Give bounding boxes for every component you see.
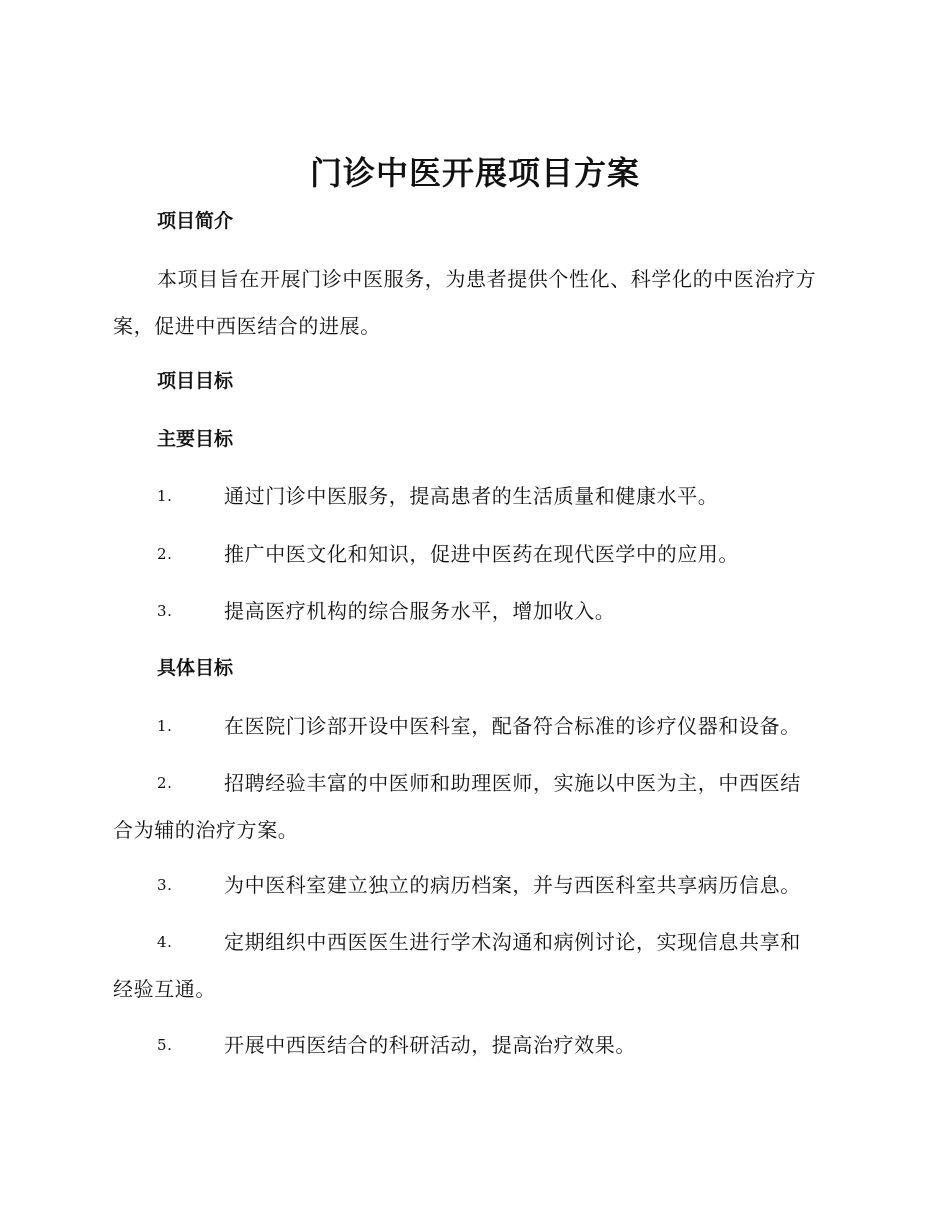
list-number: 3.	[157, 602, 173, 620]
list-number: 5.	[157, 1036, 173, 1054]
list-item	[113, 588, 838, 635]
list-item	[113, 760, 838, 854]
intro-paragraph: 本项目旨在开展门诊中医服务，为患者提供个性化、科学化的中医治疗方案，促进中西医结合的进展。	[113, 267, 817, 338]
list-number: 1.	[157, 487, 173, 505]
list-number: 1.	[157, 717, 173, 735]
subsection-heading-specific-goals: 具体目标	[157, 657, 234, 679]
list-text: 在医院门诊部开设中医科室，配备符合标准的诊疗仪器和设备。	[224, 714, 801, 738]
list-item	[113, 862, 838, 909]
subsection-heading-main-goals: 主要目标	[157, 428, 234, 450]
document-title: 门诊中医开展项目方案	[309, 154, 640, 192]
list-text-continuation: 经验互通。	[113, 977, 216, 1001]
list-item	[113, 919, 838, 1013]
list-text: 开展中西医结合的科研活动，提高治疗效果。	[224, 1033, 636, 1057]
list-text: 推广中医文化和知识，促进中医药在现代医学中的应用。	[224, 542, 739, 566]
list-item	[113, 531, 838, 578]
list-number: 4.	[157, 933, 173, 951]
list-text-continuation: 合为辅的治疗方案。	[113, 818, 299, 842]
list-text: 为中医科室建立独立的病历档案，并与西医科室共享病历信息。	[224, 873, 801, 897]
list-text: 通过门诊中医服务，提高患者的生活质量和健康水平。	[224, 484, 719, 508]
list-number: 2.	[157, 545, 173, 563]
section-heading-intro: 项目简介	[157, 210, 234, 232]
list-number: 3.	[157, 876, 173, 894]
list-number: 2.	[157, 774, 173, 792]
section-heading-goals: 项目目标	[157, 370, 234, 392]
list-item	[113, 703, 838, 750]
list-text: 招聘经验丰富的中医师和助理医师，实施以中医为主，中西医结	[224, 771, 801, 795]
list-text: 定期组织中西医医生进行学术沟通和病例讨论，实现信息共享和	[224, 930, 801, 954]
list-text: 提高医疗机构的综合服务水平，增加收入。	[224, 599, 616, 623]
list-item	[113, 473, 838, 520]
list-item	[113, 1022, 838, 1069]
